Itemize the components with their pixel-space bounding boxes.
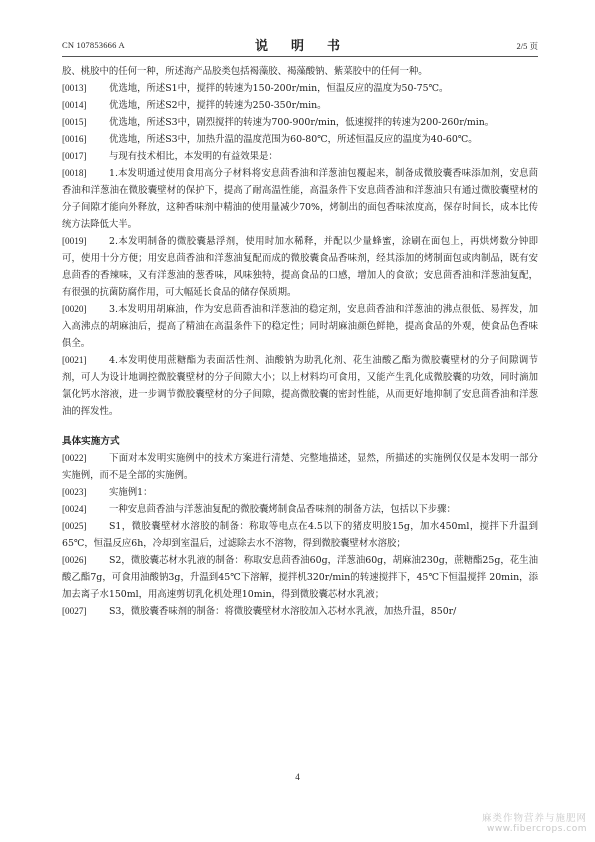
- paragraph-text: 下面对本发明实施例中的技术方案进行清楚、完整地描述，显然，所描述的实施例仅仅是本发明一部分实施例，而不是全部的实施例。: [62, 453, 538, 481]
- paragraph-number: [0013]: [62, 83, 87, 93]
- document-title: 说 明 书: [254, 39, 345, 54]
- paragraph-number: [0019]: [62, 236, 87, 246]
- header-divider: [62, 56, 538, 57]
- paragraph: [62, 233, 538, 301]
- paragraph: [62, 501, 538, 518]
- paragraph: [62, 165, 538, 233]
- paragraph: [62, 148, 538, 165]
- paragraph-number: [0016]: [62, 134, 87, 144]
- page-info: 2/5 页: [516, 41, 538, 51]
- paragraph-number: [0026]: [62, 555, 87, 565]
- section-heading: 具体实施方式: [62, 436, 120, 447]
- paragraph-text: 胶、桃胶中的任何一种，所述海产品胶类包括褐藻胶、褐藻酸钠、紫菜胶中的任何一种。: [62, 66, 428, 77]
- paragraph-text: 优选地，所述S2中，搅拌的转速为250-350r/min。: [109, 100, 327, 111]
- paragraph-number: [0027]: [62, 606, 87, 616]
- paragraph: [62, 131, 538, 148]
- paragraph: [62, 80, 538, 97]
- paragraph-text: 2.本发明制备的微胶囊悬浮剂，使用时加水稀释，并配以少量蜂蜜，涂刷在面包上，再烘烤数分钟即可，使用十分方便；用安息茴香油和洋葱油复配而成的微胶囊食品香味剂，经其添加的烤制面包或肉制品，既有安息茴香的香辣味，又有洋葱油的葱香味，风味独特，提高食品的口感，增加人的食欲；安息茴香油和洋葱油复配，有很强的抗菌防腐作用，可大幅延长食品的储存保质期。: [62, 236, 538, 298]
- publication-number: CN 107853666 A: [62, 40, 125, 50]
- paragraph: [62, 518, 538, 552]
- page-number: 4: [295, 772, 300, 782]
- paragraph-text: 3.本发明用胡麻油，作为安息茴香油和洋葱油的稳定剂，安息茴香油和洋葱油的沸点很低、易挥发，加入高沸点的胡麻油后，提高了精油在高温条件下的稳定性；同时胡麻油颜色鲜艳，提高食品的外观，使食品色香味俱全。: [62, 304, 538, 349]
- page-header: [62, 32, 538, 56]
- paragraph-number: [0015]: [62, 117, 87, 127]
- paragraph-text: 4.本发明使用蔗糖酯为表面活性剂、油酸钠为助乳化剂、花生油酸乙酯为微胶囊壁材的分子间隙调节剂，可人为设计地调控微胶囊壁材的分子间隙大小；以上材料均可食用，又能产生乳化成微胶囊的功效，同时滴加氯化钙水溶液，进一步调节微胶囊壁材的分子间隙，提高微胶囊的密封性能，从而更好地抑制了安息茴香油和洋葱油的挥发性。: [62, 355, 538, 417]
- paragraph-text: 实施例1：: [109, 487, 153, 498]
- paragraph: [62, 450, 538, 484]
- paragraph-text: S2，微胶囊芯材水乳液的制备：称取安息茴香油60g，洋葱油60g，胡麻油230g，蔗糖酯25g，花生油酸乙酯7g，可食用油酸钠3g，升温到45℃下溶解，搅拌机320r/min的转速搅拌下，45℃下恒温搅拌 20min，添加去离子水150ml，用高速剪切乳化机处理10min，得到微胶囊芯材水乳液；: [62, 555, 538, 600]
- paragraph-text: S3，微胶囊香味剂的制备：将微胶囊壁材水溶胶加入芯材水乳液，加热升温，850r/: [109, 606, 457, 617]
- paragraph: [62, 552, 538, 603]
- paragraph-number: [0018]: [62, 168, 87, 178]
- paragraph-text: S1，微胶囊壁材水溶胶的制备：称取等电点在4.5以下的猪皮明胶15g，加水450ml，搅拌下升温到65℃，恒温反应6h，冷却到室温后，过滤除去水不溶物，得到微胶囊壁材水溶胶；: [62, 521, 538, 549]
- paragraph-number: [0023]: [62, 487, 87, 497]
- paragraph: [62, 301, 538, 352]
- paragraph: [62, 114, 538, 131]
- paragraph-number: [0024]: [62, 504, 87, 514]
- document-body: [62, 63, 538, 620]
- paragraph-number: [0014]: [62, 100, 87, 110]
- paragraph-number: [0020]: [62, 304, 87, 314]
- paragraph-number: [0022]: [62, 453, 87, 463]
- paragraph-text: 一种安息茴香油与洋葱油复配的微胶囊烤制食品香味剂的制备方法，包括以下步骤：: [109, 504, 456, 515]
- paragraph-number: [0025]: [62, 521, 87, 531]
- watermark-site-name: 麻类作物营养与施肥网: [481, 813, 587, 824]
- paragraph-continued: [62, 63, 538, 80]
- watermark-url: www.fibercrops.com: [487, 824, 587, 834]
- watermark: [482, 810, 587, 834]
- paragraph: [62, 484, 538, 501]
- paragraph-number: [0021]: [62, 355, 87, 365]
- paragraph-text: 1.本发明通过使用食用高分子材料将安息茴香油和洋葱油包覆起来，制备成微胶囊香味添加剂，安息茴香油和洋葱油在微胶囊壁材的保护下，提高了耐高温性能，高温条件下安息茴香油和洋葱油只有通过微胶囊壁材的分子间隙才能向外释放，这种香味剂中精油的使用量减少70%，烤制出的面包香味浓度高，保存时间长，成本比传统方法降低大半。: [62, 168, 538, 230]
- paragraph-number: [0017]: [62, 151, 87, 161]
- paragraph-text: 与现有技术相比，本发明的有益效果是：: [109, 151, 278, 162]
- paragraph: [62, 603, 538, 620]
- paragraph: [62, 97, 538, 114]
- paragraph-text: 优选地，所述S3中，加热升温的温度范围为60-80℃，所述恒温反应的温度为40-60℃。: [109, 134, 478, 145]
- paragraph-text: 优选地，所述S1中，搅拌的转速为150-200r/min，恒温反应的温度为50-75℃。: [109, 83, 449, 94]
- paragraph: [62, 352, 538, 420]
- paragraph-text: 优选地，所述S3中，剧烈搅拌的转速为700-900r/min，低速搅拌的转速为200-260r/min。: [109, 117, 495, 128]
